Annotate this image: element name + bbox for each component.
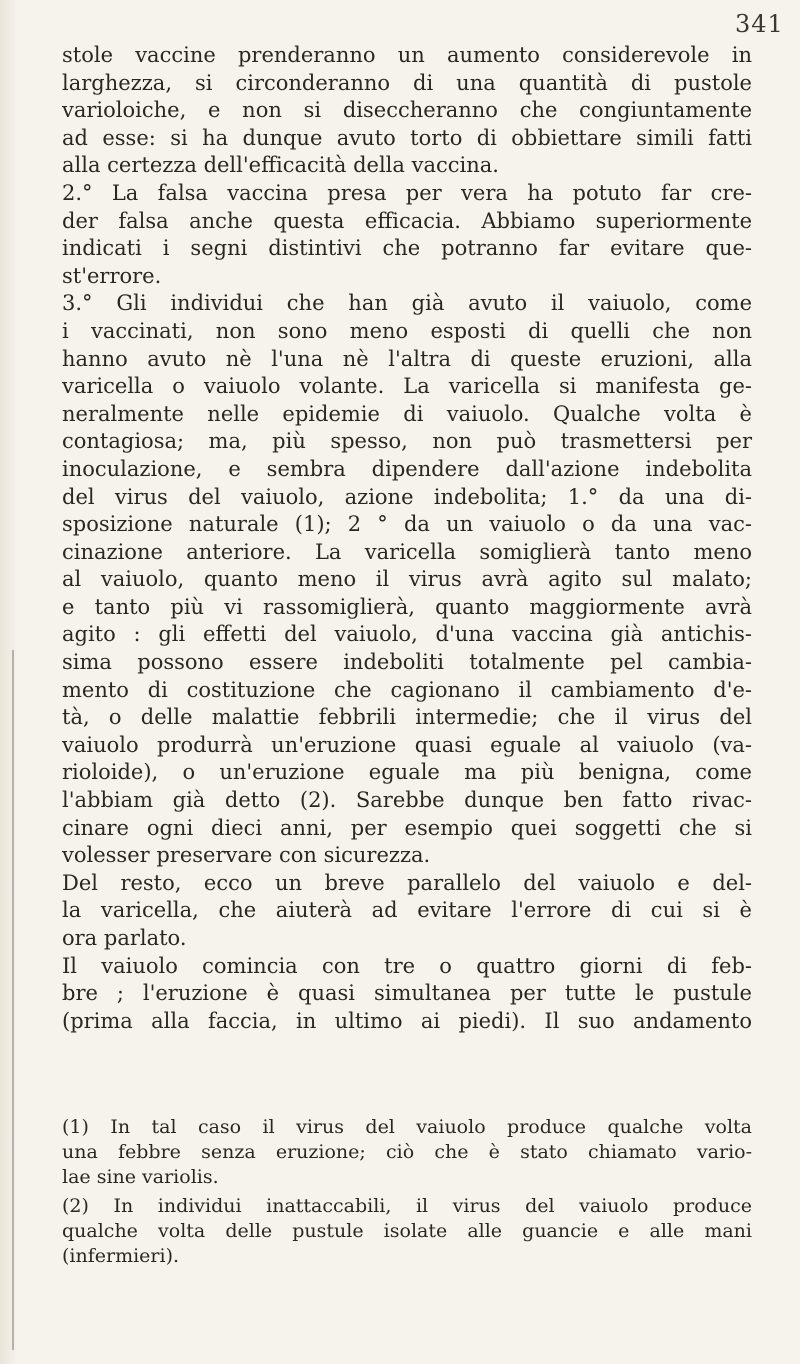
text-line: 3.° Gli individui che han già avuto il vaiuolo, come bbox=[62, 291, 752, 316]
text-line: l'abbiam già detto (2). Sarebbe dunque ben fatto rivac- bbox=[62, 788, 752, 813]
footnote-line: lae sine variolis. bbox=[62, 1166, 219, 1188]
text-line: inoculazione, e sembra dipendere dall'azione indebolita bbox=[62, 456, 752, 481]
text-line: volesser preservare con sicurezza. bbox=[62, 843, 431, 868]
text-line: st'errore. bbox=[62, 263, 162, 288]
text-line: contagiosa; ma, più spesso, non può trasmettersi per bbox=[62, 429, 752, 454]
text-line: vaiuolo produrrà un'eruzione quasi eguale al vaiuolo (va- bbox=[62, 732, 752, 757]
text-line: indicati i segni distintivi che potranno far evitare que- bbox=[62, 236, 752, 261]
text-line: ad esse: si ha dunque avuto torto di obbiettare simili fatti bbox=[62, 125, 752, 150]
text-line: larghezza, si circonderanno di una quantità di pustole bbox=[62, 70, 752, 95]
text-line: cinare ogni dieci anni, per esempio quei soggetti che si bbox=[62, 815, 752, 840]
text-line: la varicella, che aiuterà ad evitare l'errore di cui si è bbox=[62, 898, 752, 923]
text-line: stole vaccine prenderanno un aumento considerevole in bbox=[62, 43, 752, 67]
footnote-line: una febbre senza eruzione; ciò che è stato chiamato vario- bbox=[62, 1141, 752, 1163]
text-line: alla certezza dell'efficacità della vaccina. bbox=[62, 153, 499, 178]
text-line: varioloiche, e non si diseccheranno che congiuntamente bbox=[62, 98, 752, 123]
text-line: tà, o delle malattie febbrili intermedie; che il virus del bbox=[62, 705, 752, 730]
text-line: Il vaiuolo comincia con tre o quattro giorni di feb- bbox=[62, 953, 752, 978]
text-line: agito : gli effetti del vaiuolo, d'una vaccina già antichis- bbox=[62, 622, 752, 647]
text-line: hanno avuto nè l'una nè l'altra di queste eruzioni, alla bbox=[62, 346, 752, 371]
text-line: mento di costituzione che cagionano il cambiamento d'e- bbox=[62, 677, 752, 702]
main-text bbox=[62, 42, 752, 1035]
text-line: rioloide), o un'eruzione eguale ma più benigna, come bbox=[62, 760, 752, 785]
page-binding-edge bbox=[12, 650, 14, 1350]
text-line: al vaiuolo, quanto meno il virus avrà agito sul malato; bbox=[62, 567, 752, 592]
text-line: varicella o vaiuolo volante. La varicella si manifesta ge- bbox=[62, 374, 752, 399]
text-line: e tanto più vi rassomiglierà, quanto maggiormente avrà bbox=[62, 594, 752, 619]
text-line: del virus del vaiuolo, azione indebolita; 1.° da una di- bbox=[62, 484, 752, 509]
text-line: Del resto, ecco un breve parallelo del vaiuolo e del- bbox=[62, 870, 752, 895]
text-line: ora parlato. bbox=[62, 926, 187, 950]
text-line: bre ; l'eruzione è quasi simultanea per tutte le pustule bbox=[62, 981, 752, 1006]
text-line: i vaccinati, non sono meno esposti di quelli che non bbox=[62, 318, 752, 343]
text-line: 2.° La falsa vaccina presa per vera ha potuto far cre- bbox=[62, 180, 752, 205]
footnote-line: (infermieri). bbox=[62, 1245, 180, 1267]
text-line: (prima alla faccia, in ultimo ai piedi). Il suo andamento bbox=[62, 1008, 752, 1033]
footnotes bbox=[62, 1115, 752, 1269]
footnote-line: qualche volta delle pustule isolate alle guancie e alle mani bbox=[62, 1220, 752, 1242]
text-line: der falsa anche questa efficacia. Abbiamo superiormente bbox=[62, 208, 752, 233]
text-line: cinazione anteriore. La varicella somiglierà tanto meno bbox=[62, 539, 752, 564]
text-line: sposizione naturale (1); 2 ° da un vaiuolo o da una vac- bbox=[62, 512, 752, 537]
text-line: neralmente nelle epidemie di vaiuolo. Qualche volta è bbox=[62, 401, 752, 426]
text-line: sima possono essere indeboliti totalmente pel cambia- bbox=[62, 650, 752, 675]
page-number: 341 bbox=[735, 10, 784, 38]
footnote-line: (2) In individui inattaccabili, il virus del vaiuolo produce bbox=[62, 1195, 752, 1217]
footnote-line: (1) In tal caso il virus del vaiuolo produce qualche volta bbox=[62, 1116, 752, 1138]
